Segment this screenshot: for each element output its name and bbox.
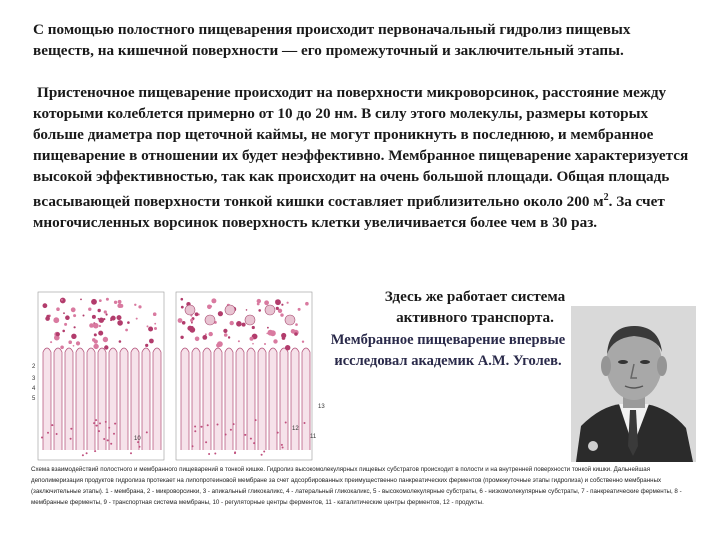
- figure-label: 10: [134, 436, 141, 442]
- figure-label: 11: [310, 434, 317, 440]
- intro-text: С помощью полостного пищеварения происходит первоначальный гидролиз пищевых веществ, на кишечной поверхности — его промежуточный и заключительный этапы.: [33, 21, 631, 59]
- figure-label: 2: [32, 364, 36, 370]
- intro-paragraph: [33, 19, 693, 61]
- active-transport-text: Здесь же работает система активного транспорта.: [384, 288, 566, 326]
- figure-label: 12: [292, 426, 299, 432]
- portrait-photo: [571, 306, 696, 462]
- figure-label: 5: [32, 396, 36, 402]
- superscript: 2: [603, 192, 609, 203]
- figure-label: 3: [32, 376, 36, 382]
- wall-digestion-text: Пристеночное пищеварение происходит на поверхности микроворсинок, расстояние между которыми колеблется примерно от 10 до 20 нм. В силу этого молекулы, размеры которых больше диаметра пор щеточной каймы, не могут проникнуть в последнюю, и мембранное пищеварение в отношении их будет неэффективно. Мембранное пищеварение характеризуется высокой эффективностью, так как происходит на очень большой площади. Общая площадь всасывающей поверхности тонкой кишки составляет приблизительно около 200 м: [33, 84, 689, 211]
- figure-caption: Схема взаимодействий полостного и мембранного пищеварений в тонкой кишке. Гидролиз высокомолекулярных пищевых субстратов происходит в полости и на внутренней поверхности тонкой кишки. Дальнейшая деполимеризация продуктов гидролиза протекает на липопротеиновой мембране за счет адсорбированных преимущественно панкреатических ферментов (промежуточные этапы гидролиза) и собственно мембранных (заключительные этапы). 1 - мембрана, 2 - микроворсинки, 3 - апикальный гликокаликс, 4 - латеральный гликокаликс, 5 - высокомолекулярные субстраты, 6 - низкомолекулярные субстраты, 7 - панкреатические ферменты, 8 - мембранные ферменты, 9 - транспортная система мембраны, 10 - регуляторные центры ферментов, 11 - каталитические центры ферментов, 12 - продукты.: [31, 466, 682, 506]
- wall-digestion-paragraph: [33, 82, 693, 233]
- figure-label: 4: [32, 386, 36, 392]
- figure-label: 13: [318, 404, 325, 410]
- microvilli-diagram: [30, 290, 330, 465]
- wall-digestion-text-end: . За счет многочисленных ворсинок поверхность клетки увеличивается более чем в 30 раз.: [33, 193, 665, 232]
- uglev-caption: Мембранное пищеварение впервые исследовал академик А.М. Уголев.: [330, 332, 566, 369]
